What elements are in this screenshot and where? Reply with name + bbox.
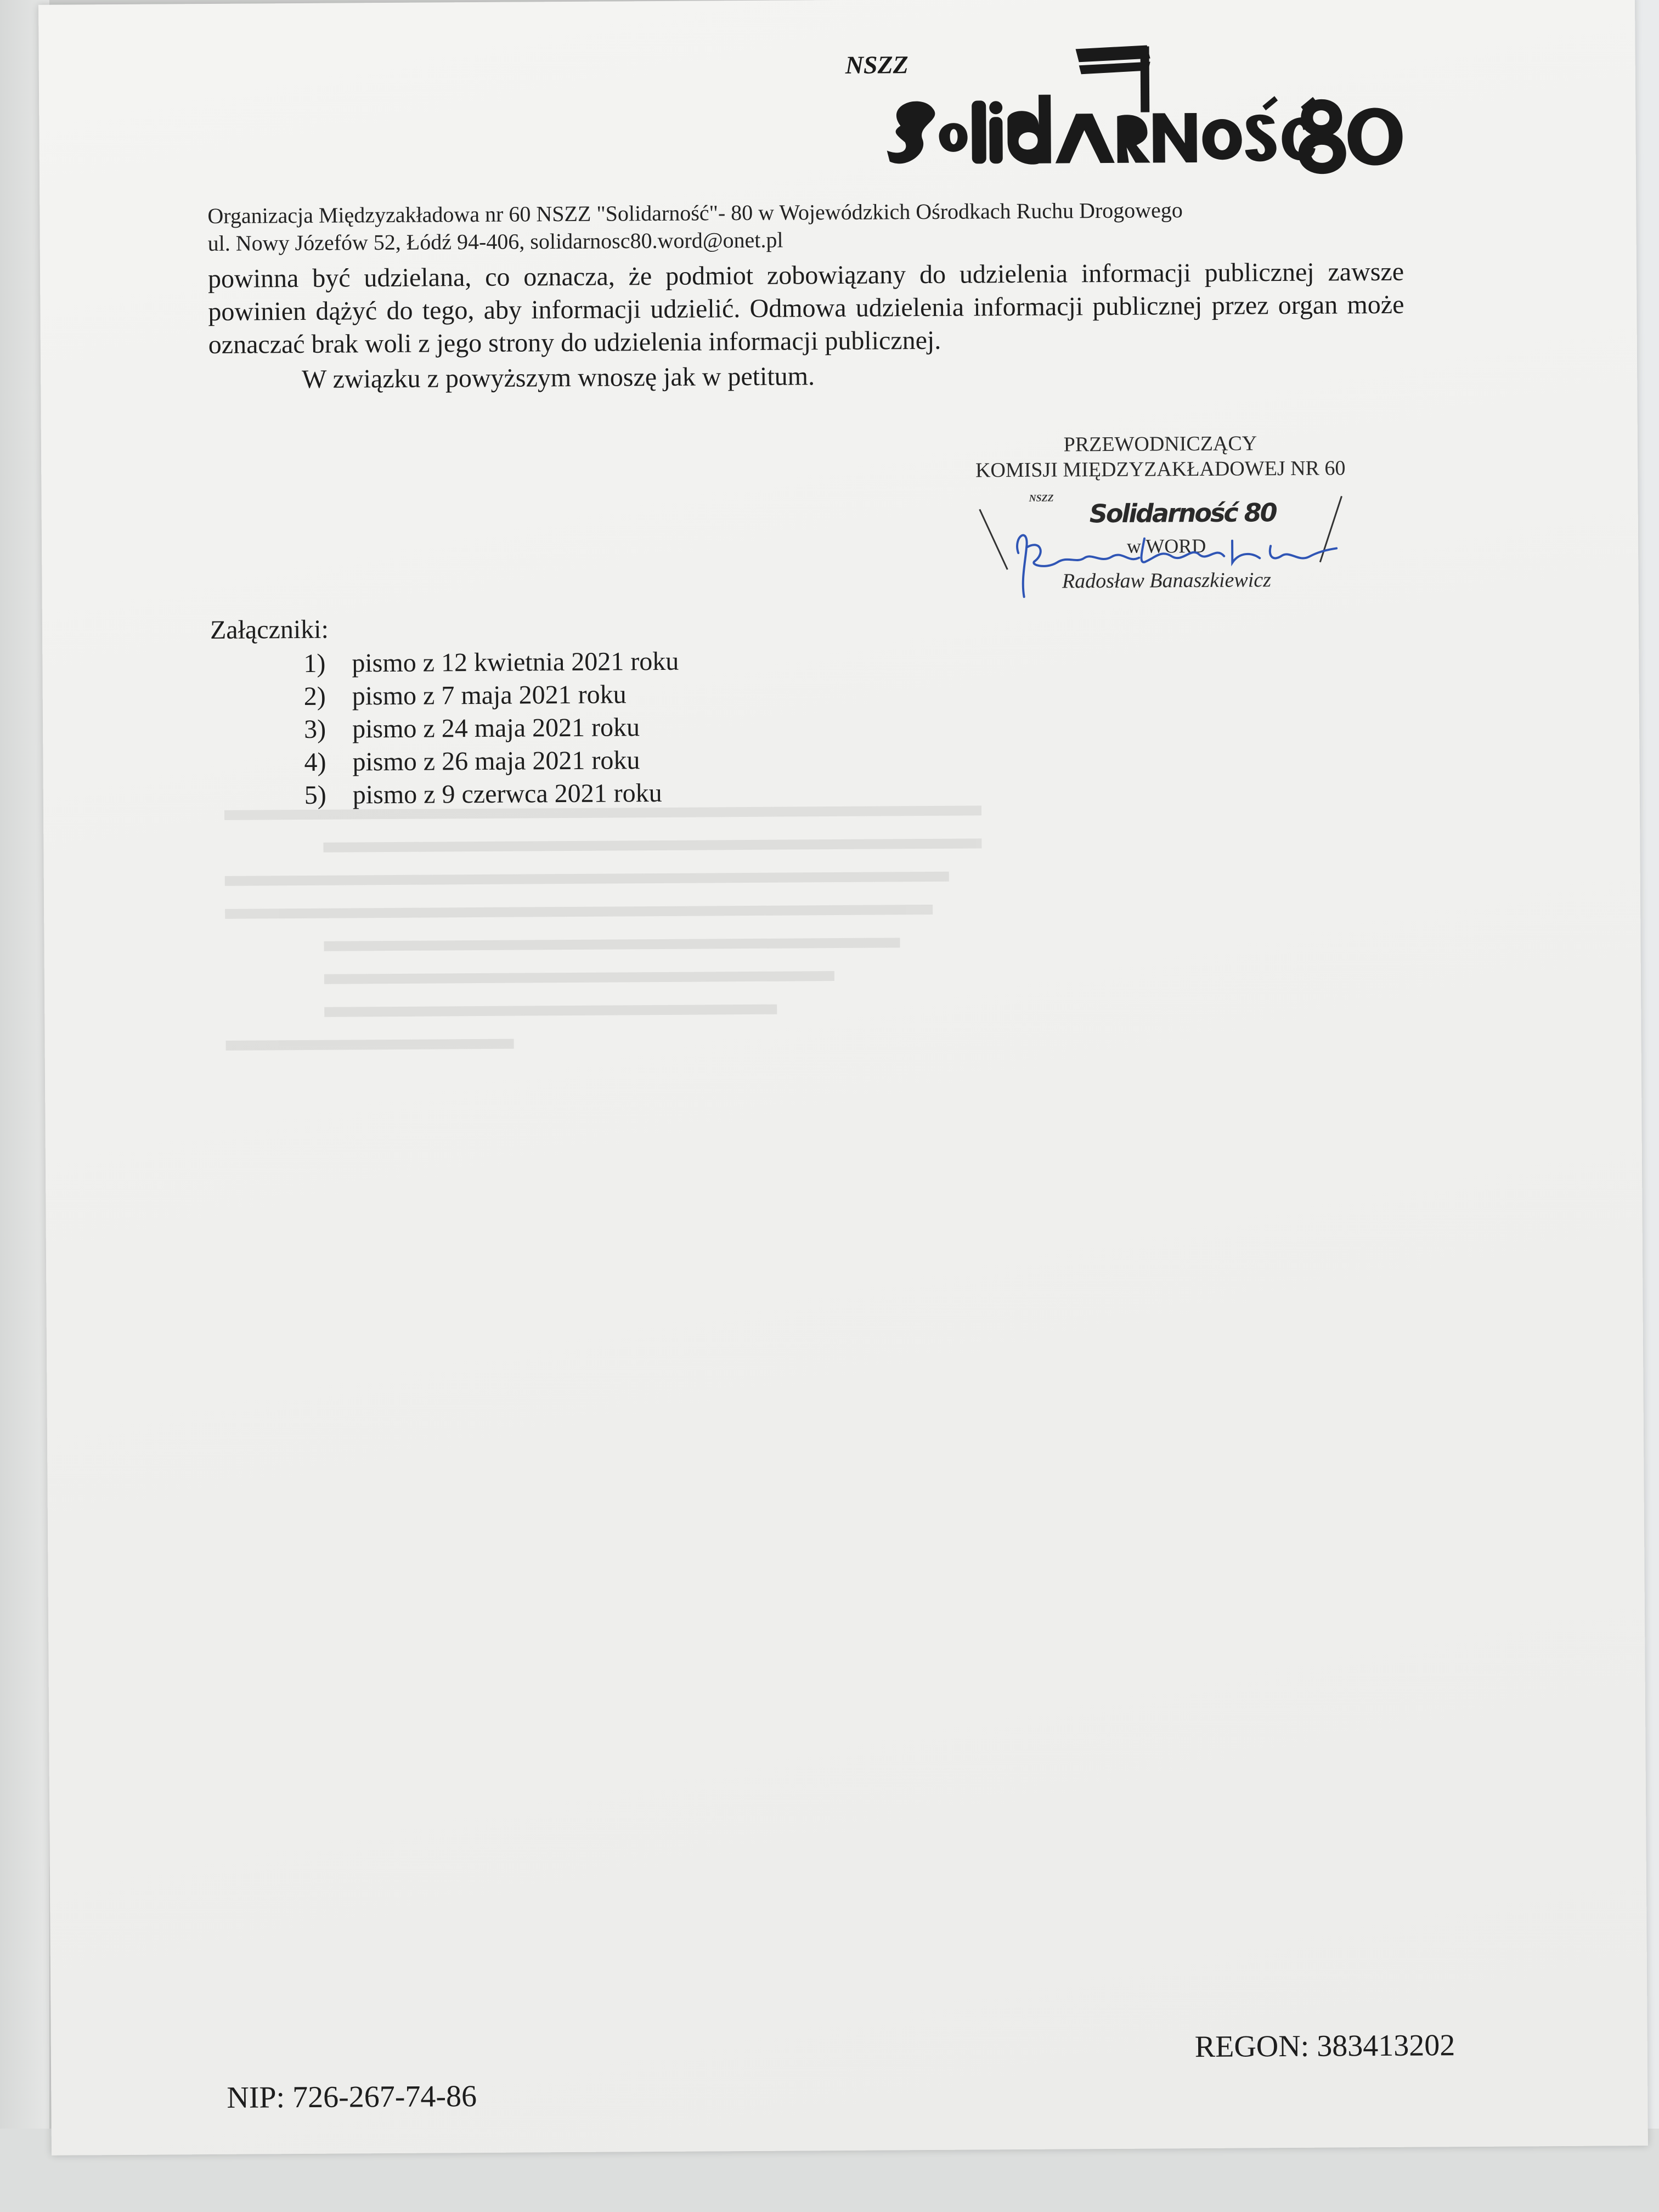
solidarnosc-wordmark-icon xyxy=(839,40,1422,202)
list-item-number: 3) xyxy=(303,714,326,744)
attachments-heading: Załączniki: xyxy=(210,614,329,645)
letterhead-organization: Organizacja Międzyzakładowa nr 60 NSZZ "Solidarność"- 80 w Wojewódzkich Ośrodkach Ruchu Drogowego xyxy=(207,198,1183,229)
list-item xyxy=(304,777,680,812)
footer-nip: NIP: 726-267-74-86 xyxy=(227,2079,477,2115)
signatory-name: Radosław Banaszkiewicz xyxy=(1062,568,1272,593)
signature-title-line1: PRZEWODNICZĄCY xyxy=(1063,432,1257,456)
letterhead-address: ul. Nowy Józefów 52, Łódź 94-406, solidarnosc80.word@onet.pl xyxy=(207,227,783,256)
signature-block xyxy=(941,430,1381,630)
footer-regon: REGON: 383413202 xyxy=(1194,2028,1455,2064)
stamp-logo: Solidarność 80 xyxy=(1089,498,1276,529)
list-item-number: 5) xyxy=(304,780,326,810)
attachments-section xyxy=(210,611,680,812)
list-item-text: pismo z 9 czerwca 2021 roku xyxy=(352,778,662,810)
attachments-list xyxy=(210,645,680,812)
stamp-prefix: NSZZ xyxy=(1029,492,1054,504)
list-item xyxy=(304,711,679,746)
body-closing: W związku z powyższym wnoszę jak w petitum. xyxy=(302,362,815,394)
list-item-number: 2) xyxy=(303,681,326,711)
list-item-text: pismo z 26 maja 2021 roku xyxy=(352,746,640,777)
letter-body xyxy=(208,256,1404,397)
list-item-text: pismo z 12 kwietnia 2021 roku xyxy=(352,646,679,678)
list-item-text: pismo z 7 maja 2021 roku xyxy=(352,680,627,711)
signature-stamp xyxy=(974,485,1359,630)
list-item-number: 1) xyxy=(303,648,326,678)
stamp-location: w WORD xyxy=(1126,534,1206,557)
signature-title-line2: KOMISJI MIĘDZYZAKŁADOWEJ NR 60 xyxy=(975,456,1346,482)
body-paragraph: powinna być udzielana, co oznacza, że podmiot zobowiązany do udzielenia informacji publicznej zawsze powinien dążyć do tego, aby informacji udzielić. Odmowa udzielenia informacji publicznej przez organ może oznaczać brak woli z jego strony do udzielenia informacji publicznej. xyxy=(207,257,1404,360)
list-item xyxy=(304,744,679,779)
list-item xyxy=(303,645,679,680)
solidarnosc-logo xyxy=(839,40,1422,202)
list-item-number: 4) xyxy=(304,747,326,777)
show-through-text xyxy=(224,805,1049,1150)
logo-prefix: NSZZ xyxy=(845,50,909,79)
handwritten-signature-icon xyxy=(974,485,1359,630)
list-item xyxy=(304,678,679,713)
list-item-text: pismo z 24 maja 2021 roku xyxy=(352,713,640,744)
document-page xyxy=(38,0,1648,2155)
letterhead xyxy=(207,195,1442,257)
